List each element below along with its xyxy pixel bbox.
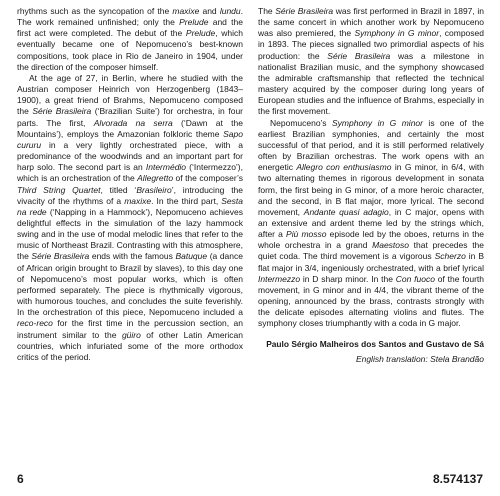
italic-title: Allegretto xyxy=(137,173,174,184)
italic-title: Più mosso xyxy=(286,229,327,240)
italic-title: Prelude xyxy=(179,17,209,28)
italic-title: Andante quasi adagio xyxy=(303,206,389,217)
italic-title: Série Brasileira xyxy=(275,6,334,16)
italic-title: Batuque xyxy=(175,251,208,262)
paragraph: rhythms such as the syncopation of the maxixe and lundu. The work remained unfinished; only the Prelude and the first act were completed. The debut of the Prelude, which eventually became one of Nepomuceno’s best-known compositions, took place in Rio de Janeiro in 1904, under the direction of the composer himself. xyxy=(17,6,244,72)
italic-title: Scherzo xyxy=(434,251,466,262)
italic-title: Symphony in G minor xyxy=(354,28,440,39)
paragraph: At the age of 27, in Berlin, where he studied with the Austrian composer Heinrich von Herzogenberg (1843–1900), a great friend of Brahms, Nepomuceno composed the Série Brasileira (‘Brazilian Suite’) for orchestra, in four parts. The first, Alvorada na serra (‘Dawn at the Mountains’), employs the Amazonian folkloric theme Sapo cururu in a very lightly orchestrated piece, with a predominance of the woodwinds and an important part for harp solo. The second part is an Intermédio (‘Intermezzo’), which is an orchestration of the Allegretto of the composer’s Third String Quartet, titled ‘Brasileiro’, introducing the vivacity of the rhythms of a maxixe. In the third part, Sesta na rede (‘Napping in a Hammock’), Nepomuceno achieves delightful effects in the simulation of the lazy hammock swing and in the use of modal melodic lines that refer to the music of Northeast Brazil. Contrasting with this atmosphere, the Série Brasileira ends with the famous Batuque (a dance of African origin brought to Brazil by slaves), to this day one of Nepomuceno’s most popular works, which is often performed separately. The piece is rhythmically vigorous, with humorous touches, and concludes the suite feverishly. In the orchestration of this piece, Nepomuceno included a reco-reco for the first time in the percussion section, an instrument similar to the güiro of other Latin American countries, which infuriated some of the more orthodox critics of the period. xyxy=(17,72,244,362)
author-credit: Paulo Sérgio Malheiros dos Santos and Gustavo de Sá xyxy=(266,338,484,349)
left-text-column xyxy=(17,6,243,363)
paragraph: The Série Brasileira was first performed in Brazil in 1897, in the same concert in which another work by Nepomuceno was also premiered, the Symphony in G minor, composed in 1893. The pieces signalled two primordial aspects of his production: the Série Brasileira was a milestone in nationalist Brazilian music, and the symphony showcased the admirable craftsmanship that reflected the technical mastery acquired by the composer during long years of European studies and the influence of Brahms, especially in the first movement. xyxy=(258,6,484,117)
page-number: 6 xyxy=(17,472,24,486)
italic-title: Sapo cururu xyxy=(17,128,243,150)
right-text-column xyxy=(258,6,484,365)
italic-title: Symphony in G minor xyxy=(332,117,423,128)
italic-title: Prelude xyxy=(185,28,216,39)
translation-credit: English translation: Stela Brandão xyxy=(355,353,484,364)
paragraph: Nepomuceno’s Symphony in G minor is one of the earliest Brazilian symphonies, and certainly the most successful of that period, and it is still performed relatively often by Brazilian orchestras. The work opens with an energetic Allegro con enthusiasmo in G minor, in 6/4, with two alternating themes in rigorous development in sonata form, the first being in G minor, of a more heroic character, and the second, in B flat major, more lyrical. The second movement, Andante quasi adagio, in C major, opens with an extensive and ardent theme led by the strings which, after a Più mosso episode led by the oboes, returns in the whole orchestra in a grand Maestoso that precedes the quiet coda. The third movement is a vigorous Scherzo in B flat major in 3/4, ingeniously orchestrated, with a brief lyrical Intermezzo in D sharp minor. In the Con fuoco of the fourth movement, in G minor and in 4/4, the vibrant theme of the opening, announced by the brass, contrasts strongly with the delicate episodes alternating violins and flutes. The symphony closes triumphantly with a coda in G major. xyxy=(258,117,485,329)
italic-title: maxixe xyxy=(172,6,200,16)
italic-title: Brasileiro xyxy=(136,184,172,195)
italic-title: Intermédio xyxy=(145,162,187,173)
italic-title: Série Brasileira xyxy=(32,106,92,117)
italic-title: Intermezzo xyxy=(258,273,301,284)
italic-title: güiro xyxy=(121,329,141,340)
italic-title: Maestoso xyxy=(372,240,409,251)
italic-title: lundu xyxy=(219,6,241,16)
italic-title: reco-reco xyxy=(17,318,53,329)
italic-title: Sesta na rede xyxy=(17,195,243,217)
italic-title: Con fuoco xyxy=(395,273,435,284)
italic-title: Allegro con enthusiasmo xyxy=(296,162,392,173)
catalogue-number: 8.574137 xyxy=(432,472,483,486)
italic-title: maxixe xyxy=(124,195,152,206)
italic-title: Third String Quartet xyxy=(17,184,101,195)
italic-title: Série Brasileira xyxy=(31,251,90,262)
italic-title: Alvorada na serra xyxy=(93,117,173,128)
italic-title: Série Brasileira xyxy=(327,50,391,61)
